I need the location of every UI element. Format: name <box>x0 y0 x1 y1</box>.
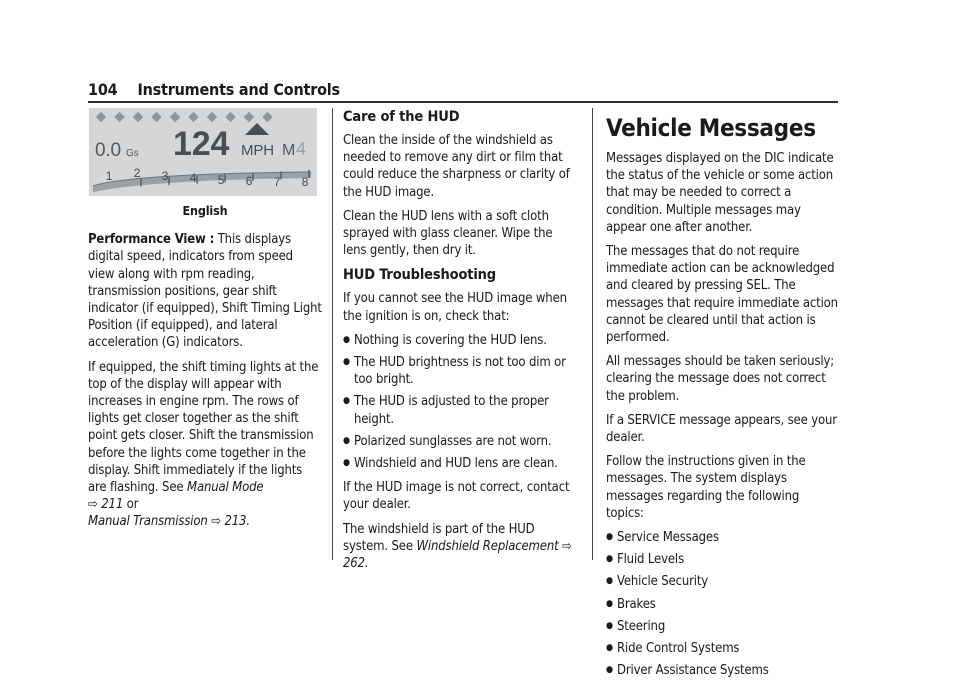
ref-arrow-icon: ⇨ <box>88 497 98 513</box>
paragraph: If equipped, the shift timing lights at the top of the display will appear with increases in engine rpm. The rows of lights get closer together as the shift point gets closer. Shift the transmission before the lights come together in the display. Shift immediately if the lights are flashing. See Manual Mode ⇨ 211 or Manual Transmission ⇨ 213. <box>88 359 319 530</box>
rpm-tick-label: 6 <box>245 174 253 189</box>
column-3 <box>606 108 840 686</box>
section-heading: Care of the HUD <box>343 109 460 125</box>
hud-speed: 124 <box>173 125 230 163</box>
page-section-title: Vehicle Messages <box>606 114 816 142</box>
column-divider <box>332 108 333 560</box>
term-label: Performance View : <box>88 232 215 248</box>
list-item: ● Driver Assistance Systems <box>606 662 840 679</box>
hud-performance-view-image <box>88 108 322 196</box>
paragraph: The messages that do not require immediate action can be acknowledged and cleared by pressing SEL. The messages that require immediate action cannot be cleared until that action is performed. <box>606 244 838 346</box>
paragraph: Follow the instructions given in the messages. The system displays messages regarding the following topics: <box>606 454 806 521</box>
column-divider <box>592 108 593 560</box>
list-item: ● Ride Control Systems <box>606 640 840 657</box>
page-reference[interactable]: 262 <box>343 556 365 572</box>
paragraph: If you cannot see the HUD image when the ignition is on, check that: <box>343 291 567 324</box>
paragraph: The windshield is part of the HUD system. See Windshield Replacement ⇨ 262. <box>343 521 572 572</box>
header-rule <box>88 101 838 103</box>
rpm-tick-label: 7 <box>273 174 281 189</box>
paragraph: Clean the HUD lens with a soft cloth sprayed with glass cleaner. Wipe the lens gently, then dry it. <box>343 208 553 259</box>
cross-reference-link[interactable]: Windshield Replacement <box>416 538 559 554</box>
column-1 <box>88 108 322 538</box>
bullet-list <box>343 332 577 472</box>
rpm-tick-label: 3 <box>161 168 169 183</box>
hud-mode-letter: M <box>282 142 296 159</box>
paragraph: If a SERVICE message appears, see your dealer. <box>606 412 837 446</box>
column-2 <box>343 108 577 579</box>
page-number: 104 <box>88 80 118 99</box>
paragraph: All messages should be taken seriously; clearing the message does not correct the problem. <box>606 354 835 404</box>
paragraph: Clean the inside of the windshield as needed to remove any dirt or film that could reduce the sharpness or clarity of the HUD image. <box>343 133 570 200</box>
cross-reference-link[interactable]: Manual Mode <box>187 480 264 496</box>
list-item: ● The HUD brightness is not too dim or too bright. <box>343 354 577 388</box>
page-reference[interactable]: 211 <box>101 497 124 513</box>
hud-speed-unit: MPH <box>241 142 274 159</box>
paragraph: If the HUD image is not correct, contact your dealer. <box>343 480 570 513</box>
ref-arrow-icon: ⇨ <box>211 514 221 530</box>
list-item: ● Fluid Levels <box>606 551 840 568</box>
rpm-tick-label: 4 <box>189 171 197 186</box>
hud-gear: 4 <box>296 139 306 159</box>
bullet-list <box>606 529 840 679</box>
paragraph: Performance View : This displays digital speed, indicators from speed view along with rpm reading, transmission positions, gear shift indicator (if equipped), Shift Timing Light Position (if equipped), and lateral acceleration (G) indicators. <box>88 232 322 351</box>
page-reference[interactable]: 213 <box>224 514 247 530</box>
list-item: ● Brakes <box>606 596 840 613</box>
rpm-tick-label: 2 <box>133 166 141 181</box>
paragraph: Messages displayed on the DIC indicate the status of the vehicle or some action that may be needed to correct a condition. Multiple messages may appear one after another. <box>606 151 834 235</box>
section-title: Instruments and Controls <box>137 80 340 99</box>
hud-g-value: 0.0 <box>95 140 121 161</box>
hud-g-unit: Gs <box>126 148 139 159</box>
image-caption: English <box>182 203 228 218</box>
rpm-tick-label: 1 <box>105 169 113 183</box>
section-heading: HUD Troubleshooting <box>343 267 496 284</box>
list-item: ● Service Messages <box>606 529 840 546</box>
list-item: ● Steering <box>606 618 840 635</box>
ref-arrow-icon: ⇨ <box>562 538 572 554</box>
list-item: ● Windshield and HUD lens are clean. <box>343 455 577 472</box>
list-item: ● Nothing is covering the HUD lens. <box>343 332 577 349</box>
list-item: ● Polarized sunglasses are not worn. <box>343 433 577 450</box>
cross-reference-link[interactable]: Manual Transmission <box>88 514 208 530</box>
list-item: ● Vehicle Security <box>606 573 840 590</box>
rpm-tick-label: 8 <box>301 175 309 189</box>
rpm-tick-label: 5 <box>217 172 225 187</box>
list-item: ● The HUD is adjusted to the proper height. <box>343 393 577 427</box>
page-header <box>88 80 340 99</box>
